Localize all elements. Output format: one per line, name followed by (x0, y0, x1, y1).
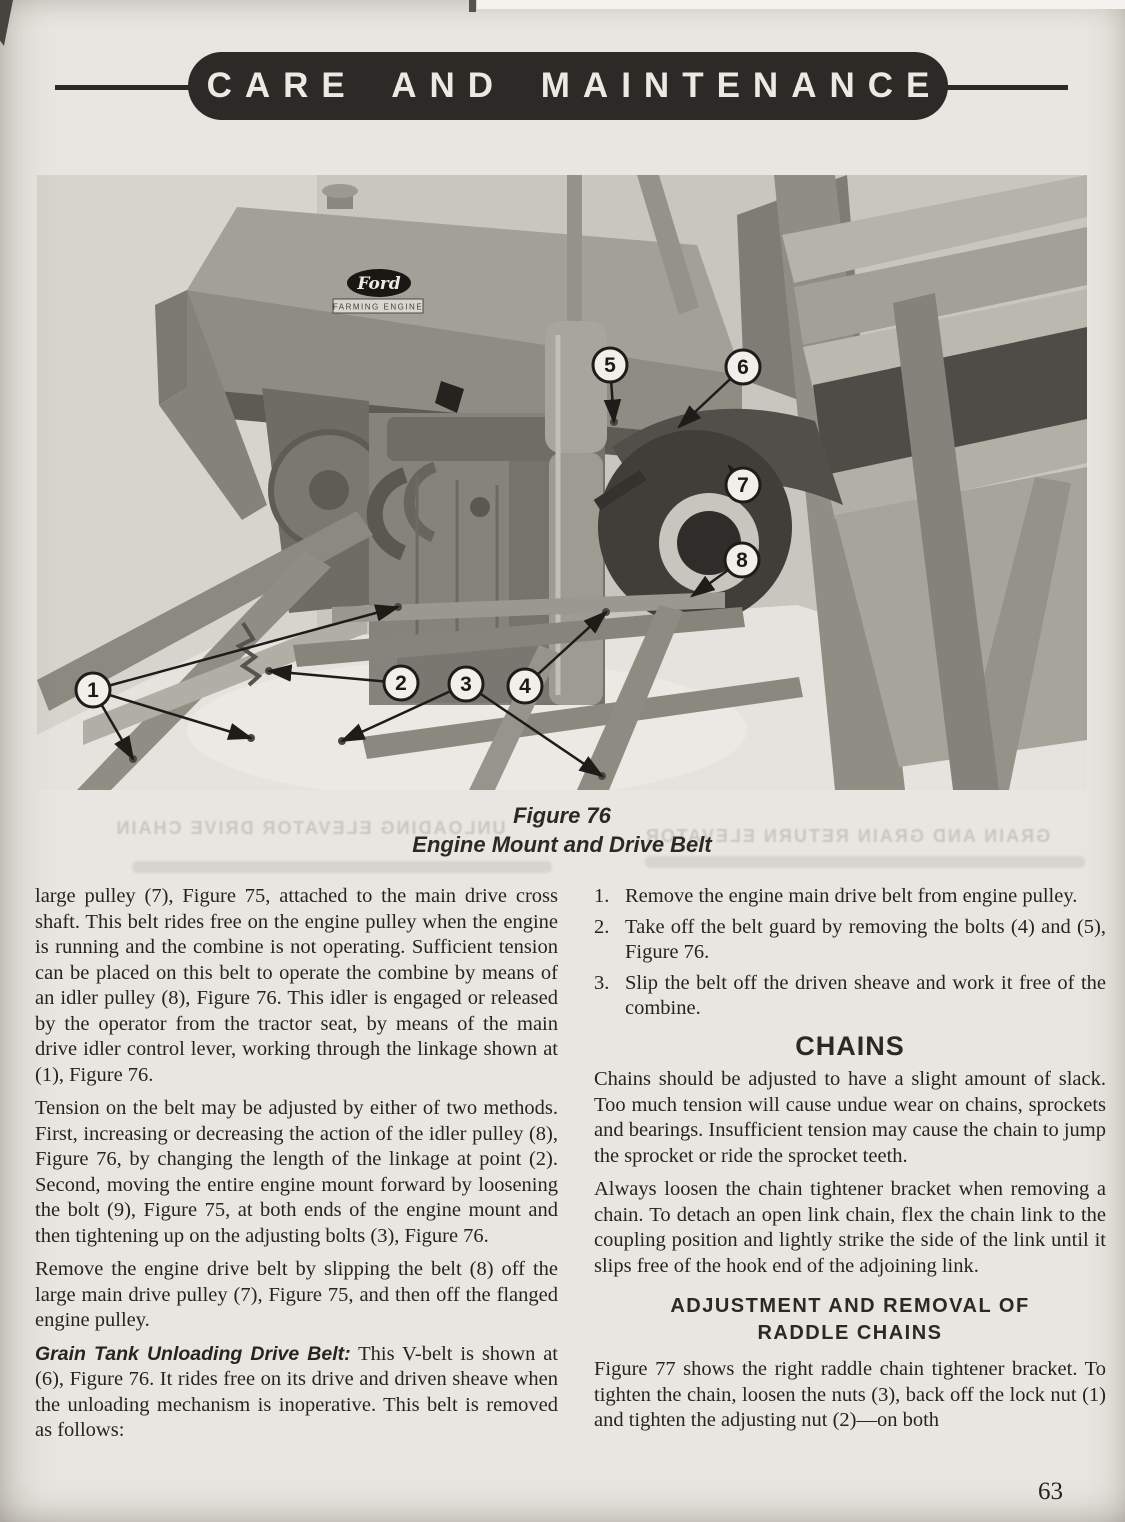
callout-4 (508, 669, 542, 703)
ford-logo (347, 269, 411, 297)
callout-8 (725, 543, 759, 577)
photo-scene (37, 175, 1087, 790)
sub-heading-line1: ADJUSTMENT AND REMOVAL OF (670, 1295, 1030, 1317)
body-paragraph: Chains should be adjusted to have a slight amount of slack. Too much tension will cause undue wear on chains, sprockets and bearings. Insufficient tension may cause the chain to jump the sprocket or ride the sprocket teeth. (594, 1068, 1106, 1167)
callout-6 (726, 350, 760, 384)
figure-caption (37, 801, 1087, 859)
ford-logo-text: Ford (357, 274, 401, 294)
callout-1 (76, 673, 110, 707)
body-paragraph: Always loosen the chain tightener bracket when removing a chain. To detach an open link chain, flex the chain link to the coupling position and lightly strike the side of the link until it slips free of the hook end of the adjoining link. (594, 1178, 1106, 1277)
page-title: CARE AND MAINTENANCE (206, 66, 943, 105)
body-paragraph: Remove the engine drive belt by slipping the belt (8) off the large main drive pulley (7), Figure 75, and then off the flanged engine pulley. (35, 1258, 558, 1331)
scan-top-mark (469, 0, 476, 12)
list-item (594, 915, 1106, 966)
list-item-number: 2. (594, 915, 610, 938)
svg-text:7: 7 (737, 474, 749, 497)
svg-text:6: 6 (737, 356, 749, 379)
figure-caption-title: Engine Mount and Drive Belt (412, 832, 712, 857)
list-item-text: Slip the belt off the driven sheave and work it free of the combine. (625, 971, 1106, 1019)
scan-corner-mark (0, 0, 13, 46)
list-item-number: 3. (594, 971, 610, 994)
left-column (35, 884, 558, 1452)
svg-text:1: 1 (87, 679, 99, 702)
list-item (594, 884, 1106, 910)
scan-edge (477, 0, 1125, 9)
sub-heading-raddle-chains (594, 1293, 1106, 1347)
bleed-through-text-left: UNLOADING ELEVATOR DRIVE CHAIN (114, 818, 506, 838)
list-item-text: Remove the engine main drive belt from engine pulley. (625, 885, 1078, 907)
bleed-through-smudge (132, 861, 552, 873)
farming-engine-plate (333, 299, 423, 313)
callout-5 (593, 348, 627, 382)
sub-heading-line2: RADDLE CHAINS (757, 1322, 943, 1344)
right-column (594, 884, 1106, 1442)
callout-7 (726, 468, 760, 502)
paragraph-lead-in: Grain Tank Unloading Drive Belt: (35, 1342, 351, 1365)
body-paragraph: large pulley (7), Figure 75, attached to the main drive cross shaft. This belt rides free on the engine pulley when the engine is running and the combine is not operating. Sufficient tension can be placed on this belt to operate the combine by means of an idler pulley (8), Figure 76. This idler is engaged or released by the operator from the tractor seat, by means of the main drive idler control lever, working through the linkage shown at (1), Figure 76. (35, 885, 558, 1086)
svg-text:8: 8 (736, 549, 748, 572)
list-item (594, 971, 1106, 1022)
page-number: 63 (1038, 1478, 1063, 1505)
bleed-through-text-right: GRAIN AND GRAIN RETURN ELEVATOR (643, 826, 1051, 846)
section-heading-chains: CHAINS (795, 1030, 905, 1061)
section-banner (188, 52, 948, 120)
banner-rule-right (946, 85, 1068, 90)
farming-engine-text: FARMING ENGINE (332, 302, 424, 312)
callout-2 (384, 666, 418, 700)
body-paragraph: Tension on the belt may be adjusted by either of two methods. First, increasing or decreasing the action of the idler pulley (8), Figure 76, by changing the length of the linkage at point (2). Second, moving the entire engine mount forward by loosening the bolt (9), Figure 75, at both ends of the engine mount and then tightening up on the adjusting bolts (3), Figure 76. (35, 1097, 558, 1247)
body-paragraph (35, 1342, 558, 1444)
callout-3 (449, 667, 483, 701)
body-paragraph: Figure 77 shows the right raddle chain tightener bracket. To tighten the chain, loosen the nuts (3), back off the lock nut (1) and tighten the adjusting nut (2)—on both (594, 1358, 1106, 1431)
svg-text:3: 3 (460, 673, 472, 696)
figure-caption-number: Figure 76 (513, 803, 611, 828)
paragraph-rest: This V-belt is shown at (6), Figure 76. It rides free on its drive and driven sheave when the unloading mechanism is inoperative. This belt is removed as follows: (35, 1342, 558, 1441)
banner-rule-left (55, 85, 191, 90)
list-item-text: Take off the belt guard by removing the bolts (4) and (5), Figure 76. (625, 915, 1106, 963)
list-item-number: 1. (594, 885, 610, 907)
svg-text:5: 5 (604, 354, 616, 377)
svg-text:2: 2 (395, 672, 407, 695)
figure-photo (37, 175, 1087, 790)
svg-text:4: 4 (519, 675, 531, 698)
